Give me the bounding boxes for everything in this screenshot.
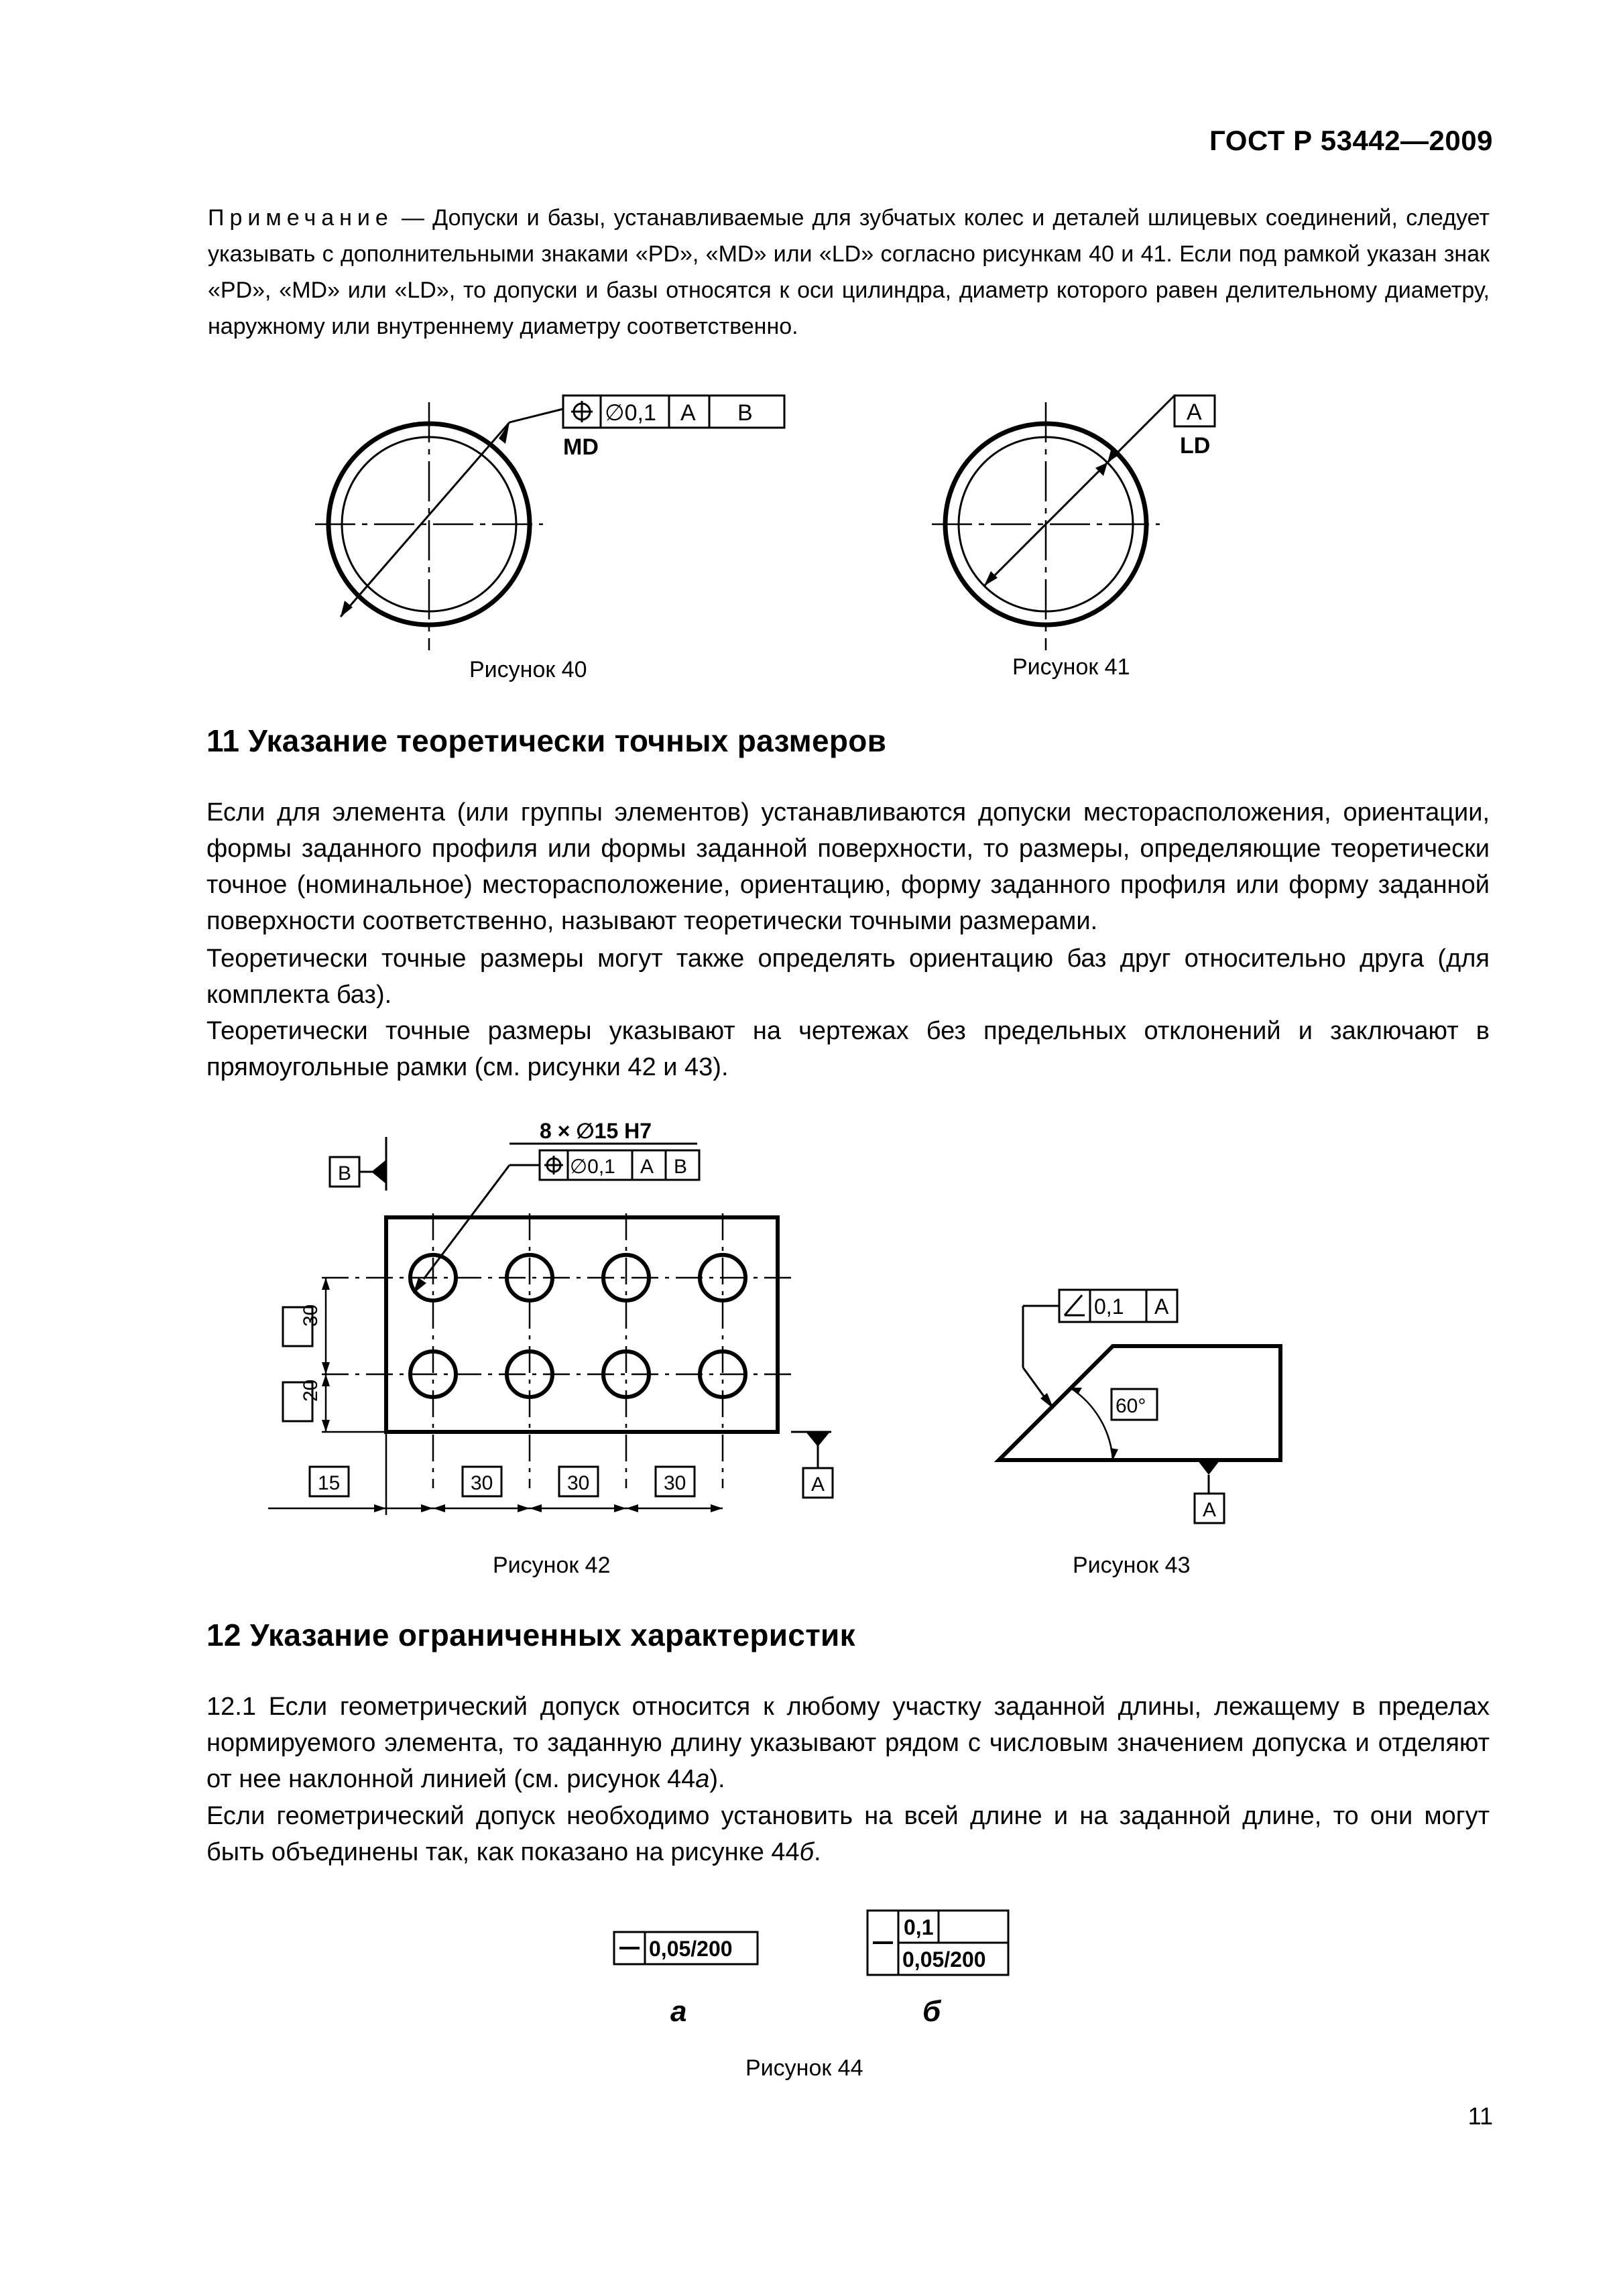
section-12-paragraph-2	[206, 1798, 1490, 1870]
section-11-paragraph-3: Теоретически точные размеры указывают на чертежах без предельных отклонений и заключают в прямоугольные рамки (см. рисунки 42 и 43).	[206, 1017, 1490, 1081]
fig42-dim-h3: 30	[567, 1472, 590, 1494]
fig44-caption: Рисунок 44	[745, 2055, 863, 2081]
fig44-label-b: б	[922, 1995, 941, 2028]
figure-41	[925, 382, 1274, 677]
fig42-datum-1: A	[640, 1156, 654, 1178]
fig41-leader	[1107, 396, 1175, 463]
fig44-frame-b-top: 0,1	[904, 1915, 934, 1939]
section-12-paragraph-1	[206, 1689, 1490, 1797]
fig40-modifier: MD	[563, 434, 599, 460]
fig43-angle-arc	[1070, 1388, 1113, 1460]
fig43-tolerance: 0,1	[1094, 1294, 1124, 1319]
fig43-datum-a-triangle	[1197, 1460, 1220, 1475]
fig40-tolerance: ∅0,1	[605, 400, 656, 426]
fig41-datum: A	[1187, 400, 1202, 425]
note-paragraph	[208, 200, 1490, 345]
section-11-title: 11 Указание теоретически точных размеров	[206, 723, 887, 758]
section-12-title: 12 Указание ограниченных характеристик	[206, 1618, 855, 1652]
fig40-leader	[341, 422, 509, 617]
section-12-p2-text: Если геометрический допуск необходимо установить на всей длине и на заданной длине, то они могут быть объединены так, как показано на рисунке 44	[206, 1802, 1490, 1866]
page-number: 11	[1467, 2102, 1493, 2130]
section-12-p1-italic: а	[695, 1765, 710, 1793]
fig42-datum-a: A	[811, 1473, 825, 1496]
fig43-angle: 60°	[1116, 1395, 1146, 1417]
fig41-caption: Рисунок 41	[1012, 654, 1130, 680]
section-11-p1-text: Если для элемента (или группы элементов) устанавливаются допуски месторасположения, ориентации, формы заданного профиля или формы заданной поверхности, то размеры, определяющие теоретически точное (номинальное) месторасположение, ориентацию, форму заданного профиля или форму заданной поверхности соответственно, называют теоретически точными размерами.	[206, 798, 1490, 935]
fig42-datum-a-triangle	[806, 1432, 830, 1447]
fig44-frame-b-bottom: 0,05/200	[902, 1947, 986, 1972]
fig43-caption: Рисунок 43	[1073, 1553, 1191, 1578]
section-11-paragraph-1	[206, 794, 1490, 939]
fig43-datum-a: A	[1203, 1499, 1217, 1521]
fig40-caption: Рисунок 40	[469, 657, 587, 682]
section-12-p1-text: 12.1 Если геометрический допуск относится к любому участку заданной длины, лежащему в пределах нормируемого элемента, то заданную длину указывают рядом с числовым значением допуска и отделяют от нее наклонной линией (см. рисунок 44	[206, 1693, 1490, 1793]
fig43-datum: A	[1154, 1294, 1169, 1319]
fig42-dim-h4: 30	[664, 1472, 686, 1494]
fig42-holes	[410, 1255, 745, 1397]
fig41-modifier: LD	[1180, 433, 1211, 459]
fig42-caption: Рисунок 42	[493, 1553, 611, 1578]
fig42-datum-b: B	[338, 1162, 352, 1185]
fig42-hole-callout: 8 × ∅15 H7	[540, 1119, 652, 1143]
section-12-p1-end: ).	[709, 1765, 725, 1793]
figure-44	[603, 1904, 1046, 2058]
fig44-label-a: а	[670, 1995, 687, 2028]
figure-43	[992, 1280, 1301, 1535]
figure-42	[268, 1113, 871, 1542]
fig42-dim-h2: 30	[471, 1472, 493, 1494]
fig42-dim-v1: 30	[300, 1304, 322, 1327]
figure-40	[308, 382, 791, 677]
fig40-datum-1: A	[680, 400, 696, 426]
fig42-datum-2: B	[674, 1156, 688, 1178]
fig44-frame-a-value: 0,05/200	[649, 1937, 733, 1961]
document-standard-number: ГОСТ Р 53442—2009	[1209, 125, 1493, 156]
fig42-dim-v2: 20	[300, 1379, 322, 1402]
fig42-datum-b-triangle	[371, 1160, 386, 1184]
note-text: — Допуски и базы, устанавливаемые для зубчатых колес и деталей шлицевых соединений, следует указывать с дополнительными знаками «PD», «MD» или «LD» согласно рисункам 40 и 41. Если под рамкой указан знак «PD», «MD» или «LD», то допуски и базы относятся к оси цилиндра, диаметр которого равен делительному диаметру, наружному или внутреннему диаметру соответственно.	[208, 205, 1490, 339]
section-11-paragraph-2: Теоретически точные размеры могут также определять ориентацию баз друг относительно друга (для комплекта баз).	[206, 945, 1490, 1009]
fig42-dim-h1: 15	[318, 1472, 341, 1494]
section-12-p2-italic: б	[799, 1838, 815, 1866]
note-lead: Примечание	[208, 205, 394, 231]
fig42-tolerance: ∅0,1	[570, 1156, 615, 1178]
fig40-datum-2: B	[737, 400, 753, 426]
fig40-arrowhead	[341, 601, 353, 617]
section-12-p2-end: .	[814, 1838, 821, 1866]
